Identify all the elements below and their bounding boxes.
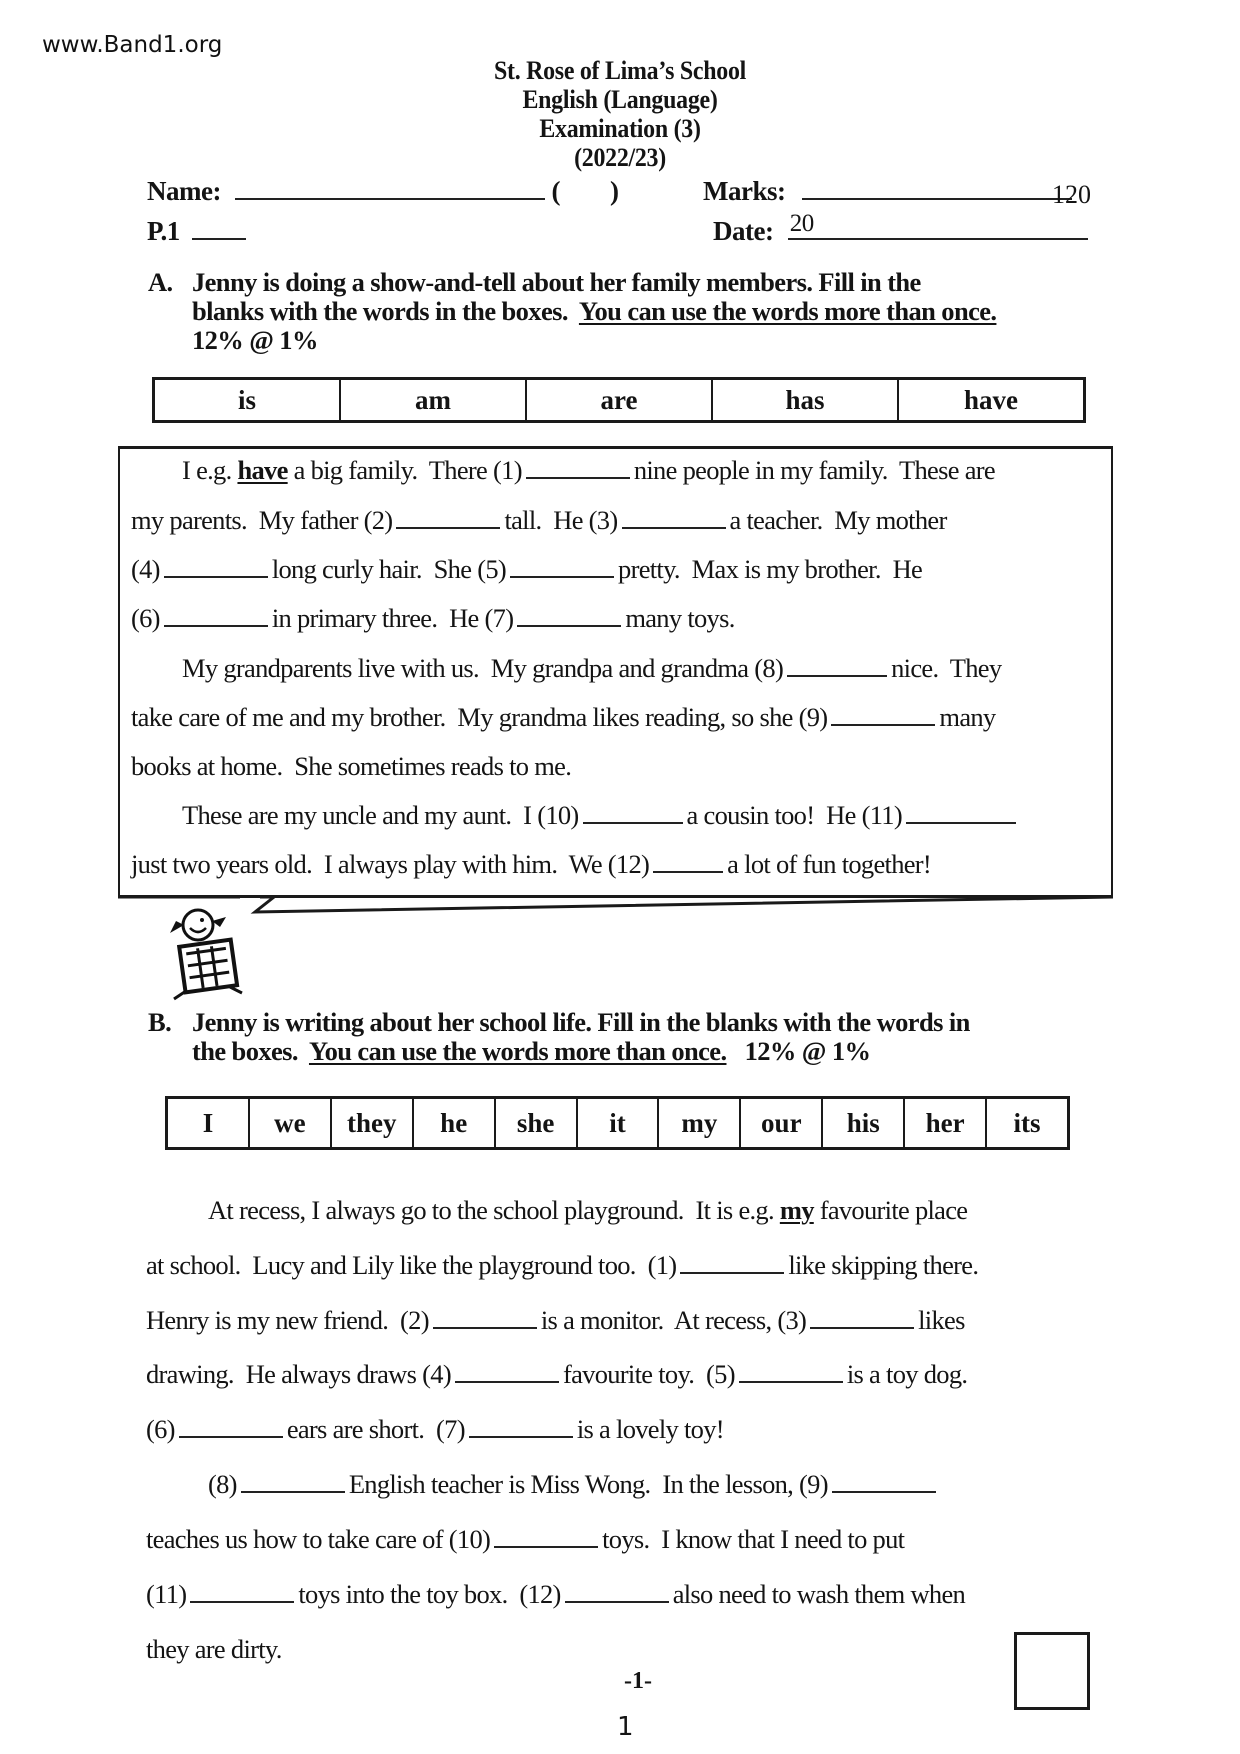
answer-blank[interactable] bbox=[469, 1435, 573, 1438]
passage-text: favourite place bbox=[813, 1195, 968, 1225]
passage-text: (8) bbox=[208, 1469, 237, 1499]
word-bank-item: it bbox=[578, 1099, 660, 1147]
passage-line bbox=[146, 1305, 965, 1336]
answer-blank[interactable] bbox=[583, 821, 683, 824]
answer-blank[interactable] bbox=[810, 1326, 914, 1329]
passage-text: At recess, I always go to the school playground. It is bbox=[208, 1195, 739, 1225]
spacer bbox=[726, 1036, 744, 1066]
section-b-reuse-note: You can use the words more than once. bbox=[308, 1036, 727, 1066]
passage-text: (11) bbox=[146, 1579, 187, 1609]
answer-blank[interactable] bbox=[396, 526, 500, 529]
class-number-brackets: ( ) bbox=[551, 176, 619, 206]
passage-text: just two years old. I always play with him. We (12) bbox=[131, 849, 650, 879]
word-bank-item: am bbox=[341, 380, 527, 420]
word-bank-item: has bbox=[713, 380, 899, 420]
passage-text: my parents. My father (2) bbox=[131, 505, 393, 535]
passage-line bbox=[131, 702, 995, 733]
passage-line bbox=[131, 751, 571, 782]
passage-text: take care of me and my brother. My grandma likes reading, so she (9) bbox=[131, 702, 828, 732]
passage-line bbox=[146, 1250, 978, 1281]
passage-line bbox=[146, 1524, 904, 1555]
word-bank-item: are bbox=[527, 380, 713, 420]
watermark: www.Band1.org bbox=[42, 32, 223, 58]
passage-text: Henry is my new friend. (2) bbox=[146, 1305, 429, 1335]
marks-total: 120 bbox=[1052, 180, 1091, 209]
word-bank-item: his bbox=[823, 1099, 905, 1147]
word-bank-item: have bbox=[964, 384, 1018, 415]
page-number: 1 bbox=[617, 1712, 634, 1742]
exam-title: Examination (3) bbox=[539, 114, 701, 143]
passage-line bbox=[146, 1634, 282, 1665]
passage-text: many toys. bbox=[625, 603, 735, 633]
word-bank-item: her bbox=[905, 1099, 987, 1147]
passage-text: I bbox=[182, 455, 197, 485]
word-bank-item: he bbox=[414, 1099, 496, 1147]
passage-text: tall. He (3) bbox=[504, 505, 618, 535]
school-year: (2022/23) bbox=[574, 143, 666, 172]
answer-blank[interactable] bbox=[526, 476, 630, 479]
answer-blank[interactable] bbox=[190, 1600, 294, 1603]
passage-line bbox=[182, 455, 995, 486]
answer-blank[interactable] bbox=[179, 1435, 283, 1438]
section-a-letter: A. bbox=[148, 267, 173, 297]
word-bank-item: we bbox=[250, 1099, 332, 1147]
answer-blank[interactable] bbox=[831, 723, 935, 726]
passage-line bbox=[131, 603, 735, 634]
answer-blank[interactable] bbox=[832, 1490, 936, 1493]
name-label: Name: bbox=[147, 176, 221, 206]
passage-line bbox=[182, 800, 1020, 831]
section-b-instruction-text: the boxes. bbox=[192, 1036, 309, 1066]
word-bank-item: she bbox=[496, 1099, 578, 1147]
passage-text: nine people in my family. These are bbox=[633, 455, 995, 485]
passage-text: (4) bbox=[131, 554, 160, 584]
date-value: 20 bbox=[789, 210, 814, 237]
example-label: e.g. bbox=[738, 1195, 780, 1225]
passage-line bbox=[146, 1359, 967, 1390]
passage-text: many bbox=[939, 702, 996, 732]
passage-text: at school. Lucy and Lily like the playground too. (1) bbox=[146, 1250, 677, 1280]
answer-blank[interactable] bbox=[680, 1271, 784, 1274]
answer-blank[interactable] bbox=[164, 624, 268, 627]
subject: English (Language) bbox=[522, 85, 718, 114]
passage-line bbox=[146, 1414, 724, 1445]
passage-text: a big family. There (1) bbox=[287, 455, 522, 485]
answer-blank[interactable] bbox=[241, 1490, 345, 1493]
example-answer: have bbox=[237, 455, 288, 485]
passage-text: English teacher is Miss Wong. In the lesson, (9) bbox=[348, 1469, 828, 1499]
passage-text: These are my uncle and my aunt. I (10) bbox=[182, 800, 579, 830]
section-b-word-bank bbox=[165, 1096, 1070, 1150]
answer-blank[interactable] bbox=[433, 1326, 537, 1329]
passage-text: long curly hair. She (5) bbox=[271, 554, 507, 584]
passage-text: toys. I know that I need to put bbox=[602, 1524, 905, 1554]
date-label: Date: bbox=[713, 216, 774, 246]
answer-blank[interactable] bbox=[739, 1380, 843, 1383]
answer-blank[interactable] bbox=[653, 870, 723, 873]
passage-line bbox=[146, 1579, 965, 1610]
answer-blank[interactable] bbox=[787, 674, 887, 677]
passage-text: favourite toy. (5) bbox=[562, 1359, 735, 1389]
passage-line bbox=[131, 505, 947, 536]
marks-label: Marks: bbox=[703, 176, 786, 206]
passage-text: a lot of fun together! bbox=[727, 849, 932, 879]
word-bank-item: our bbox=[741, 1099, 823, 1147]
passage-line bbox=[208, 1195, 967, 1226]
answer-blank[interactable] bbox=[494, 1545, 598, 1548]
section-a-reuse-note: You can use the words more than once. bbox=[578, 296, 997, 326]
answer-blank[interactable] bbox=[164, 575, 268, 578]
answer-blank[interactable] bbox=[455, 1380, 559, 1383]
passage-text: books at home. She sometimes reads to me. bbox=[131, 751, 572, 781]
passage-text: is a monitor. At recess, (3) bbox=[540, 1305, 807, 1335]
section-b-instruction-line2 bbox=[192, 1037, 1108, 1066]
passage-line bbox=[182, 653, 1001, 684]
word-bank-item: they bbox=[332, 1099, 414, 1147]
passage-line bbox=[131, 554, 922, 585]
passage-text: pretty. Max is my brother. He bbox=[618, 554, 923, 584]
word-bank-item: its bbox=[1013, 1107, 1041, 1138]
passage-text: toys into the toy box. (12) bbox=[298, 1579, 561, 1609]
passage-text: likes bbox=[918, 1305, 965, 1335]
answer-blank[interactable] bbox=[906, 821, 1016, 824]
school-name: St. Rose of Lima’s School bbox=[493, 56, 747, 85]
class-label: P.1 bbox=[147, 216, 180, 246]
passage-line bbox=[131, 849, 931, 880]
passage-text: a teacher. My mother bbox=[729, 505, 947, 535]
passage-text: teaches us how to take care of (10) bbox=[146, 1524, 491, 1554]
section-b-marks: 12% @ 1% bbox=[744, 1036, 871, 1066]
passage-text: is a lovely toy! bbox=[576, 1414, 724, 1444]
section-a-instruction-text: blanks with the words in the boxes. bbox=[192, 296, 579, 326]
word-bank-item: is bbox=[155, 380, 341, 420]
passage-text: nice. They bbox=[891, 653, 1002, 683]
section-a-marks: 12% @ 1% bbox=[192, 325, 318, 355]
passage-line bbox=[208, 1469, 940, 1500]
jenny-illustration-icon bbox=[160, 895, 280, 1005]
passage-text: ears are short. (7) bbox=[286, 1414, 465, 1444]
passage-text: in primary three. He (7) bbox=[271, 603, 514, 633]
answer-blank[interactable] bbox=[622, 526, 726, 529]
score-box[interactable] bbox=[1014, 1632, 1090, 1710]
passage-text: also need to wash them when bbox=[672, 1579, 966, 1609]
example-answer: my bbox=[779, 1195, 814, 1225]
word-bank-item: I bbox=[168, 1099, 250, 1147]
passage-text: My grandparents live with us. My grandpa and grandma (8) bbox=[182, 653, 784, 683]
passage-text: (6) bbox=[146, 1414, 175, 1444]
section-b-letter: B. bbox=[148, 1007, 172, 1037]
example-label: e.g. bbox=[196, 455, 238, 485]
answer-blank[interactable] bbox=[510, 575, 614, 578]
answer-blank[interactable] bbox=[565, 1600, 669, 1603]
passage-text: drawing. He always draws (4) bbox=[146, 1359, 451, 1389]
answer-blank[interactable] bbox=[517, 624, 621, 627]
page-label: -1- bbox=[624, 1668, 652, 1694]
passage-text: a cousin too! He (11) bbox=[686, 800, 902, 830]
section-b-instructions bbox=[148, 1008, 1108, 1066]
passage-text: (6) bbox=[131, 603, 160, 633]
section-a-instruction-line1: Jenny is doing a show-and-tell about her family members. Fill in the bbox=[192, 267, 921, 297]
passage-text: they are dirty. bbox=[146, 1634, 282, 1664]
section-b-instruction-line1: Jenny is writing about her school life. Fill in the blanks with the words in bbox=[192, 1007, 970, 1037]
word-bank-item: my bbox=[659, 1099, 741, 1147]
speech-bubble-tail-line bbox=[255, 897, 1113, 912]
passage-text: like skipping there. bbox=[788, 1250, 979, 1280]
passage-text: is a toy dog. bbox=[846, 1359, 968, 1389]
